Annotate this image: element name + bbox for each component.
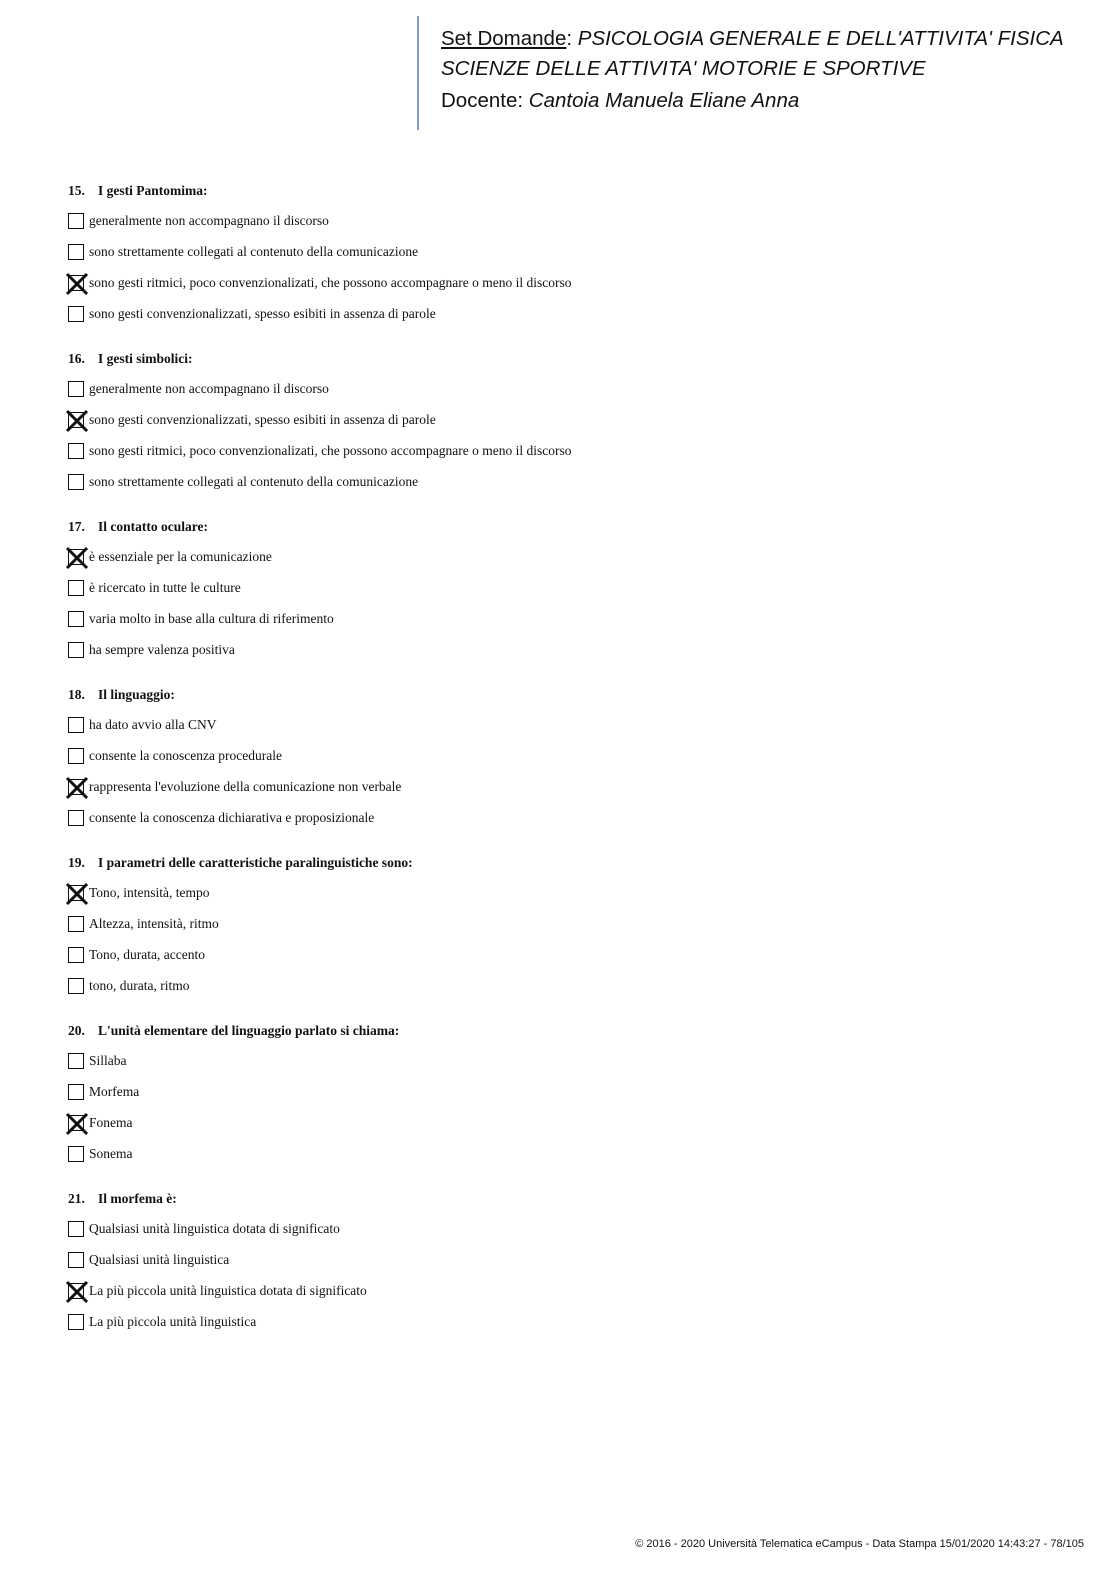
answer-option[interactable] — [68, 404, 968, 435]
answer-option[interactable] — [68, 1107, 968, 1138]
answer-option[interactable] — [68, 298, 968, 329]
answer-text: generalmente non accompagnano il discorso — [89, 212, 329, 228]
answer-option[interactable] — [68, 1213, 968, 1244]
question-block — [68, 177, 968, 329]
answer-checkbox[interactable] — [68, 978, 84, 994]
question-title — [68, 1017, 968, 1045]
check-x-icon — [64, 1279, 90, 1305]
question-block — [68, 345, 968, 497]
answer-option[interactable] — [68, 771, 968, 802]
answer-checkbox[interactable] — [68, 275, 84, 291]
answer-checkbox[interactable] — [68, 1115, 84, 1131]
answer-option[interactable] — [68, 877, 968, 908]
answer-checkbox[interactable] — [68, 611, 84, 627]
answer-text: Sonema — [89, 1145, 133, 1161]
course-program-line — [441, 54, 1064, 84]
answer-option[interactable] — [68, 236, 968, 267]
answer-checkbox[interactable] — [68, 916, 84, 932]
answer-text: generalmente non accompagnano il discorso — [89, 380, 329, 396]
question-text: Il contatto oculare: — [98, 519, 208, 534]
question-block — [68, 513, 968, 665]
answer-checkbox[interactable] — [68, 885, 84, 901]
course-title: PSICOLOGIA GENERALE E DELL'ATTIVITA' FISICA — [577, 27, 1064, 50]
answer-option[interactable] — [68, 466, 968, 497]
check-x-icon — [64, 775, 90, 801]
answer-text: Tono, durata, accento — [89, 946, 206, 962]
answer-option[interactable] — [68, 1306, 968, 1337]
answer-option[interactable] — [68, 1138, 968, 1169]
question-text: I gesti Pantomima: — [98, 183, 208, 198]
page-footer: © 2016 - 2020 Università Telematica eCampus - Data Stampa 15/01/2020 14:43:27 - 78/105 — [635, 1538, 1084, 1550]
question-number: 19. — [68, 855, 85, 870]
answer-text: Morfema — [89, 1083, 140, 1099]
document-header — [441, 24, 1064, 116]
answer-checkbox[interactable] — [68, 549, 84, 565]
question-number: 17. — [68, 519, 85, 534]
check-x-icon — [64, 1111, 90, 1137]
answer-option[interactable] — [68, 1275, 968, 1306]
question-title — [68, 177, 968, 205]
course-program: SCIENZE DELLE ATTIVITA' MOTORIE E SPORTIVE — [441, 57, 926, 80]
answer-option[interactable] — [68, 603, 968, 634]
answer-text: La più piccola unità linguistica dotata di significato — [89, 1282, 367, 1298]
question-title — [68, 345, 968, 373]
answer-text: sono gesti ritmici, poco convenzionalizati, che possono accompagnare o meno il discorso — [89, 274, 572, 290]
answer-checkbox[interactable] — [68, 412, 84, 428]
answer-checkbox[interactable] — [68, 1146, 84, 1162]
question-text: L'unità elementare del linguaggio parlato si chiama: — [98, 1023, 400, 1038]
answer-text: consente la conoscenza dichiarativa e proposizionale — [89, 809, 375, 825]
check-x-icon — [64, 545, 90, 571]
question-number: 20. — [68, 1023, 85, 1038]
answer-option[interactable] — [68, 541, 968, 572]
question-title — [68, 681, 968, 709]
question-title — [68, 513, 968, 541]
answer-checkbox[interactable] — [68, 1314, 84, 1330]
answer-checkbox[interactable] — [68, 244, 84, 260]
teacher-label: Docente — [441, 89, 518, 112]
label-separator: : — [566, 27, 578, 50]
answer-checkbox[interactable] — [68, 717, 84, 733]
answer-option[interactable] — [68, 939, 968, 970]
teacher-line — [441, 86, 1064, 116]
question-number: 18. — [68, 687, 85, 702]
answer-checkbox[interactable] — [68, 947, 84, 963]
question-block — [68, 681, 968, 833]
answer-option[interactable] — [68, 435, 968, 466]
question-block — [68, 1185, 968, 1337]
answer-checkbox[interactable] — [68, 580, 84, 596]
answer-text: è ricercato in tutte le culture — [89, 579, 241, 595]
answer-text: sono gesti convenzionalizzati, spesso esibiti in assenza di parole — [89, 411, 436, 427]
answer-text: Fonema — [89, 1114, 133, 1130]
question-block — [68, 1017, 968, 1169]
answer-option[interactable] — [68, 709, 968, 740]
answer-option[interactable] — [68, 1076, 968, 1107]
course-title-line — [441, 24, 1064, 54]
answer-text: sono gesti convenzionalizzati, spesso esibiti in assenza di parole — [89, 305, 436, 321]
answer-option[interactable] — [68, 802, 968, 833]
answer-option[interactable] — [68, 1045, 968, 1076]
answer-checkbox[interactable] — [68, 443, 84, 459]
answer-checkbox[interactable] — [68, 381, 84, 397]
question-text: Il morfema è: — [98, 1191, 177, 1206]
teacher-separator: : — [517, 89, 529, 112]
answer-option[interactable] — [68, 267, 968, 298]
answer-checkbox[interactable] — [68, 810, 84, 826]
answer-checkbox[interactable] — [68, 1283, 84, 1299]
answer-checkbox[interactable] — [68, 642, 84, 658]
answer-text: varia molto in base alla cultura di riferimento — [89, 610, 334, 626]
answer-option[interactable] — [68, 908, 968, 939]
question-text: I parametri delle caratteristiche paralinguistiche sono: — [98, 855, 413, 870]
answer-text: La più piccola unità linguistica — [89, 1313, 257, 1329]
question-block — [68, 849, 968, 1001]
question-title — [68, 849, 968, 877]
answer-option[interactable] — [68, 205, 968, 236]
answer-option[interactable] — [68, 740, 968, 771]
answer-option[interactable] — [68, 970, 968, 1001]
answer-option[interactable] — [68, 572, 968, 603]
check-x-icon — [64, 408, 90, 434]
answer-text: consente la conoscenza procedurale — [89, 747, 283, 763]
question-list — [68, 177, 968, 1353]
answer-text: ha dato avvio alla CNV — [89, 716, 217, 732]
answer-checkbox[interactable] — [68, 474, 84, 490]
answer-option[interactable] — [68, 1244, 968, 1275]
answer-checkbox[interactable] — [68, 1221, 84, 1237]
answer-text: sono strettamente collegati al contenuto della comunicazione — [89, 473, 419, 489]
teacher-name: Cantoia Manuela Eliane Anna — [528, 89, 800, 112]
question-number: 21. — [68, 1191, 85, 1206]
question-number: 16. — [68, 351, 85, 366]
answer-text: ha sempre valenza positiva — [89, 641, 235, 657]
answer-text: Qualsiasi unità linguistica — [89, 1251, 230, 1267]
answer-text: Sillaba — [89, 1052, 127, 1068]
question-text: Il linguaggio: — [98, 687, 175, 702]
answer-text: Altezza, intensità, ritmo — [89, 915, 219, 931]
answer-option[interactable] — [68, 373, 968, 404]
check-x-icon — [64, 881, 90, 907]
answer-checkbox[interactable] — [68, 779, 84, 795]
answer-option[interactable] — [68, 634, 968, 665]
question-text: I gesti simbolici: — [98, 351, 193, 366]
answer-text: sono gesti ritmici, poco convenzionalizati, che possono accompagnare o meno il discorso — [89, 442, 572, 458]
answer-text: è essenziale per la comunicazione — [89, 548, 272, 564]
answer-checkbox[interactable] — [68, 1084, 84, 1100]
answer-checkbox[interactable] — [68, 306, 84, 322]
question-title — [68, 1185, 968, 1213]
answer-text: tono, durata, ritmo — [89, 977, 190, 993]
answer-text: Tono, intensità, tempo — [89, 884, 210, 900]
answer-checkbox[interactable] — [68, 748, 84, 764]
set-label: Set Domande — [441, 27, 567, 50]
answer-checkbox[interactable] — [68, 213, 84, 229]
check-x-icon — [64, 271, 90, 297]
header-divider — [417, 16, 419, 130]
answer-text: Qualsiasi unità linguistica dotata di significato — [89, 1220, 340, 1236]
answer-text: sono strettamente collegati al contenuto della comunicazione — [89, 243, 419, 259]
answer-checkbox[interactable] — [68, 1252, 84, 1268]
answer-text: rappresenta l'evoluzione della comunicazione non verbale — [89, 778, 402, 794]
question-number: 15. — [68, 183, 85, 198]
answer-checkbox[interactable] — [68, 1053, 84, 1069]
